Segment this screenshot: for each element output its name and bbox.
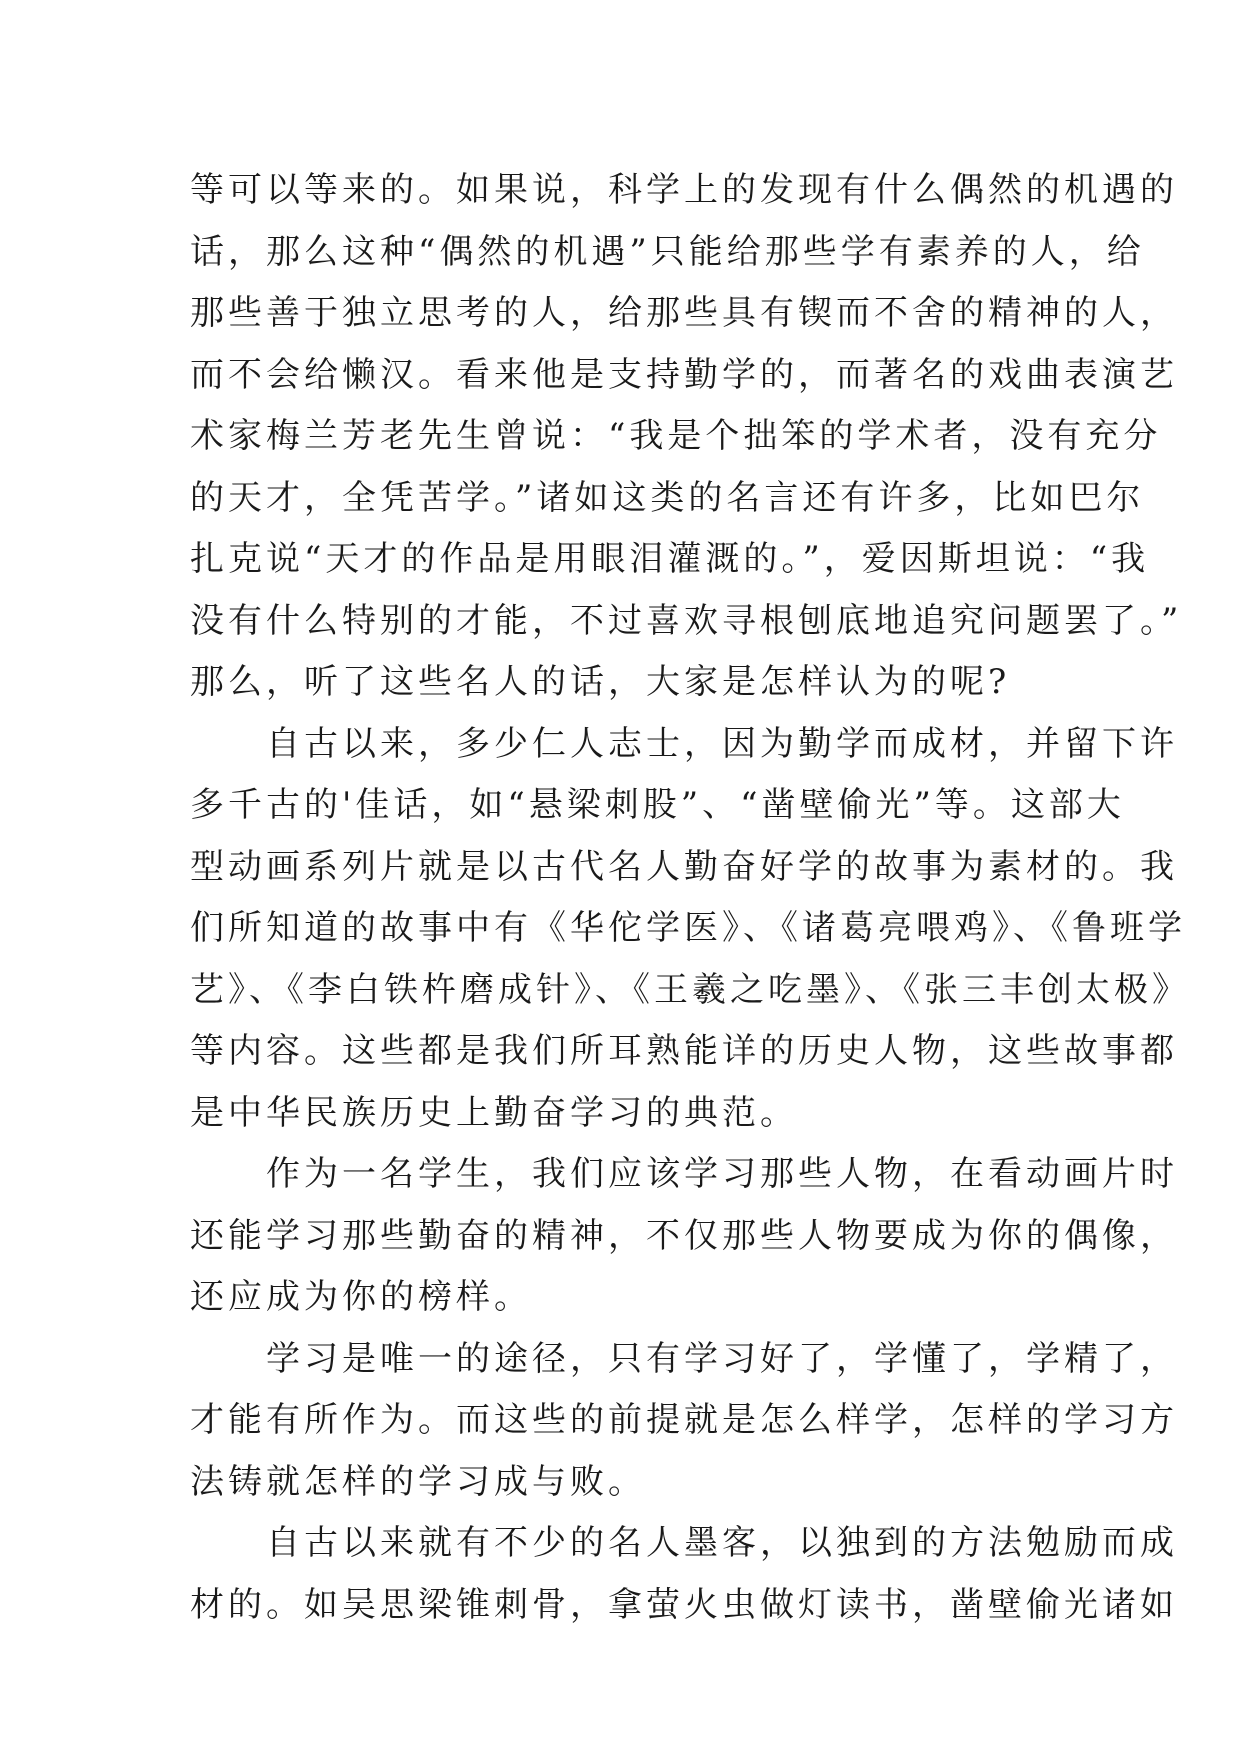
text-line: 那么，听了这些名人的话，大家是怎样认为的呢? <box>190 662 1011 702</box>
text-line: 还能学习那些勤奋的精神，不仅那些人物要成为你的偶像， <box>190 1215 1178 1256</box>
text-line: 等可以等来的。如果说，科学上的发现有什么偶然的机遇的 <box>190 170 1178 210</box>
text-line: 多千古的'佳话，如“悬梁刺股”、“凿壁偷光”等。这部大 <box>190 785 1125 825</box>
paragraph-5 <box>190 1513 1178 1636</box>
text-line: 自古以来，多少仁人志士，因为勤学而成材，并留下许 <box>190 723 1178 764</box>
paragraph-1 <box>190 160 1183 714</box>
text-line: 是中华民族历史上勤奋学习的典范。 <box>190 1092 798 1133</box>
text-line: 艺》、《李白铁杵磨成针》、《王羲之吃墨》、《张三丰创太极》 <box>190 969 1190 1010</box>
text-line: 学习是唯一的途径，只有学习好了，学懂了，学精了， <box>190 1338 1178 1379</box>
text-line: 那些善于独立思考的人，给那些具有锲而不舍的精神的人， <box>190 293 1178 333</box>
text-line: 没有什么特别的才能，不过喜欢寻根刨底地追究问题罢了。” <box>190 600 1183 641</box>
text-line: 作为一名学生，我们应该学习那些人物，在看动画片时 <box>190 1154 1178 1194</box>
text-line: 还应成为你的榜样。 <box>190 1277 532 1317</box>
text-line: 型动画系列片就是以古代名人勤奋好学的故事为素材的。我 <box>190 846 1178 887</box>
text-line: 而不会给懒汉。看来他是支持勤学的，而著名的戏曲表演艺 <box>190 354 1178 395</box>
text-line: 术家梅兰芳老先生曾说：“我是个拙笨的学术者，没有充分 <box>190 416 1162 456</box>
text-line: 才能有所作为。而这些的前提就是怎么样学，怎样的学习方 <box>190 1400 1178 1440</box>
text-line: 们所知道的故事中有《华佗学医》、《诸葛亮喂鸡》、《鲁班学 <box>190 908 1186 948</box>
paragraph-2 <box>190 714 1190 1145</box>
paragraph-4 <box>190 1329 1178 1514</box>
text-line: 扎克说“天才的作品是用眼泪灌溉的。”，爱因斯坦说：“我 <box>190 539 1150 579</box>
text-line: 材的。如吴思梁锥刺骨，拿萤火虫做灯读书，凿壁偷光诸如 <box>190 1584 1178 1625</box>
text-line: 的天才，全凭苦学。”诸如这类的名言还有许多，比如巴尔 <box>190 477 1145 518</box>
text-line: 等内容。这些都是我们所耳熟能详的历史人物，这些故事都 <box>190 1031 1178 1071</box>
document-body <box>190 160 1190 1636</box>
text-line: 法铸就怎样的学习成与败。 <box>190 1461 646 1502</box>
text-line: 自古以来就有不少的名人墨客，以独到的方法勉励而成 <box>190 1523 1178 1563</box>
text-line: 话，那么这种“偶然的机遇”只能给那些学有素养的人，给 <box>190 231 1145 272</box>
paragraph-3 <box>190 1144 1178 1329</box>
